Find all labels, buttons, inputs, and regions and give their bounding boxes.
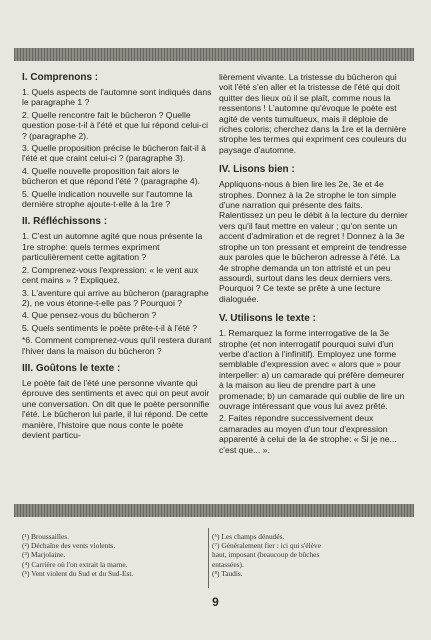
footnote: (³) Marjolaine.	[22, 550, 66, 560]
footnote: (⁸) Taudis.	[212, 568, 243, 578]
footnote: haut, imposant (beaucoup de bûches	[212, 550, 320, 560]
footnote-divider	[208, 528, 209, 588]
footnote: (⁵) Vent violent du Sud et du Sud-Est.	[22, 568, 134, 578]
exercise-item: 2. Faites répondre successivement deux camarades au moyen d'un tour d'expression apparenté à celui de la 4e strophe: « Si je ne... c'est que... ».	[219, 413, 397, 455]
section-title-goutons: III. Goûtons le texte :	[22, 362, 121, 374]
footnote: entassées).	[212, 559, 244, 569]
section-title-comprenons: I. Comprenons :	[22, 72, 99, 83]
bottom-decorative-band	[14, 504, 414, 517]
footnote: (²) Déchaîne des vents violents.	[22, 541, 116, 551]
section-title-lisons: IV. Lisons bien :	[219, 164, 295, 176]
paragraph-text: Appliquons-nous à bien lire les 2e, 3e et 4e strophes. Donnez à la 2e strophe le ton simple d'une narration qui présente des faits. Ralentissez un peu le débit à la lecture du dernier vers qu'il faut mettre en valeur ; qu'on sente un accent d'admiration et de regret ! Donnez à la 3e strophe un ton pressant et empreint de tendresse aux paroles que le bûcheron adresse à l'été. La 4e strophe demanda un ton attristé et un peu assourdi, surtout dans les deux derniers vers. Pourquoi ? Ce texte se prête à une lecture dialoguée.	[219, 179, 408, 304]
question-item: 4. Quelle nouvelle proposition fait alors le bûcheron et que répond l'été ? (paragraphe 4).	[22, 165, 200, 187]
exercise-item: 1. Remarquez la forme interrogative de la 3e strophe (et non interrogatif pourquoi suivi d'un verbe d'action à l'infinitif). Employez une forme semblable d'expression avec « alors que » pour interpeller: a) un camarade qui préfère demeurer à la maison au lieu de prendre part à une promenade; b) un camarade qui oublie de lire un ouvrage intéressant que vous lui avez prêté.	[219, 328, 405, 411]
question-item: 3. Quelle proposition précise le bûcheron fait-il à l'été et que craint celui-ci ? (paragraphe 3).	[22, 143, 206, 164]
question-item: 2. Quelle rencontre fait le bûcheron ? Quelle question pose-t-il à l'été et que lui répond celui-ci ? (paragraphe 2).	[22, 109, 209, 141]
page-number: 9	[212, 595, 219, 609]
question-item: 4. Que pensez-vous du bûcheron ?	[22, 310, 157, 321]
footnote: (¹) Broussailles.	[22, 532, 69, 541]
question-item: 5. Quels sentiments le poète prête-t-il à l'été ?	[22, 322, 198, 333]
question-item: 5. Quelle indication nouvelle sur l'automne la dernière strophe ajoute-t-elle à la 1re ?	[22, 188, 193, 210]
footnotes-right	[212, 532, 412, 578]
footnote: (⁷) Généralement fier : ici qui s'élève	[212, 541, 321, 551]
paragraph-text: Le poète fait de l'été une personne vivante qui éprouve des sentiments et avec qui on peut avoir une conversation. On dit que le poète personnifie l'été. Le bûcheron lui parle, il lui répond. De cette manière, l'histoire que nous conte le poète devient particu-	[22, 377, 210, 440]
question-item: 1. C'est un automne agité que nous présente la 1re strophe: quels termes expriment particulièrement cette agitation ?	[22, 231, 203, 263]
section-title-reflechissons: II. Réfléchissons :	[22, 216, 108, 228]
question-item: 1. Quels aspects de l'automne sont indiqués dans le paragraphe 1 ?	[22, 87, 212, 108]
question-item: *6. Comment comprenez-vous qu'il restera durant l'hiver dans la maison du bûcheron ?	[22, 335, 212, 356]
question-item: 3. L'aventure qui arrive au bûcheron (paragraphe 2), ne vous étonne-t-elle pas ? Pourquoi ?	[22, 287, 209, 308]
paragraph-text: lièrement vivante. La tristesse du bûcheron qui voit l'été s'en aller et la tristesse de l'été qui doit quitter des lieux où il se plaît, comme nous la ressentons ! L'automne qu'évoque le poète est agité de vents tumultueux, mais il déploie de riches coloris; cherchez dans la 1re et la dernière strophe les termes qui expriment ces couleurs du paysage d'automne.	[219, 72, 407, 155]
question-item: 2. Comprenez-vous l'expression: « le vent aux cent mains » ? Expliquez.	[22, 264, 198, 286]
section-title-utilisons: V. Utilisons le texte :	[219, 313, 316, 325]
footnote: (⁴) Carrière où l'on extrait la marne.	[22, 559, 128, 569]
left-column	[22, 72, 212, 442]
footnote: (⁶) Les champs dénudés.	[212, 532, 285, 541]
right-column	[219, 72, 409, 457]
footnotes-left	[22, 532, 217, 578]
top-decorative-band	[14, 48, 414, 61]
